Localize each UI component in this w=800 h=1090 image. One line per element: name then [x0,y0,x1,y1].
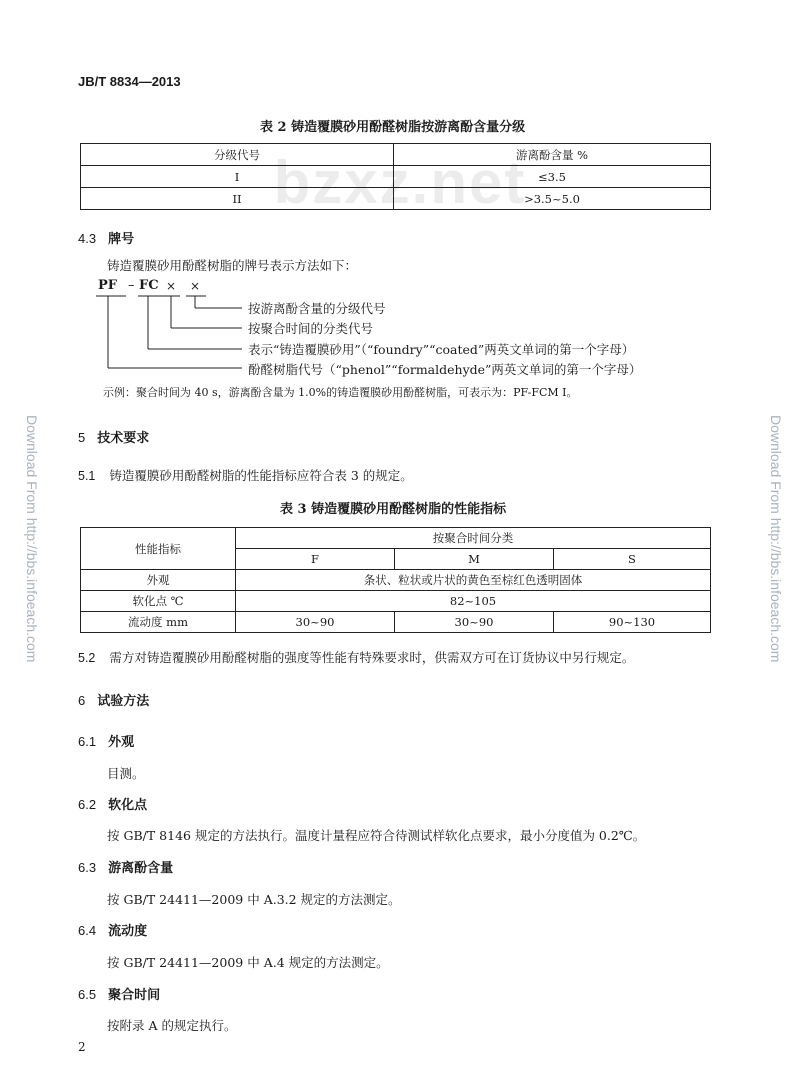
watermark: bzxz.net [273,149,527,216]
side-download-text-right: Download From http://bbs.infoeach.com [768,415,784,663]
section-4-3-heading [78,228,134,247]
section-text: 需方对铸造覆膜砂用酚醛树脂的强度等性能有特殊要求时，供需双方可在订货协议中另行规定。 [109,650,635,665]
section-6-5-text: 按附录 A 的规定执行。 [107,1018,237,1033]
section-number: 5.1 [78,469,96,483]
section-title: 牌号 [108,231,135,246]
code-label-class: 按聚合时间的分类代号 [248,321,374,336]
table-row [81,188,711,210]
code-part-dash: – [128,278,135,293]
section-title: 聚合时间 [108,987,161,1002]
table2-cell: I [81,166,394,188]
section-5-2 [78,648,634,666]
section-title: 软化点 [108,797,148,812]
section-6-4-text: 按 GB/T 24411—2009 中 A.4 规定的方法测定。 [107,955,389,970]
code-part-x2: × [190,279,201,293]
section-number: 6.2 [78,797,97,812]
table2-cell: >3.5~5.0 [394,188,711,210]
code-part-pf: PF [98,278,118,293]
table3-header-cell: 性能指标 [81,528,236,570]
table3-cell: 90~130 [554,612,711,633]
code-label-grade: 按游离酚含量的分级代号 [248,301,386,316]
section-title: 外观 [108,734,135,749]
table3-cell: 30~90 [395,612,554,633]
table3-header-group: 按聚合时间分类 [236,528,711,549]
table-row [81,570,711,591]
table3-caption: 表 3 铸造覆膜砂用酚醛树脂的性能指标 [280,502,507,517]
section-5-1 [78,466,413,484]
section-number: 6.5 [78,987,97,1002]
code-part-fc: FC [139,278,159,293]
code-part-x1: × [166,279,177,293]
side-download-text-left: Download From http://bbs.infoeach.com [24,415,40,663]
code-label-coated-sand: 表示“铸造覆膜砂用”（“foundry”“coated”两英文单词的第一个字母） [248,342,635,357]
section-6-2-text: 按 GB/T 8146 规定的方法执行。温度计量程应符合待测试样软化点要求，最小分度值为 0.2℃。 [107,828,646,843]
table3-class-cell: F [236,549,395,570]
table3-merged-cell: 条状、粒状或片状的黄色至棕红色透明固体 [236,570,711,591]
section-6-3-text: 按 GB/T 24411—2009 中 A.3.2 规定的方法测定。 [107,892,401,907]
brand-code-diagram [96,270,716,382]
table3-class-cell: M [395,549,554,570]
table3-merged-cell: 82~105 [236,591,711,612]
table2-cell: ≤3.5 [394,166,711,188]
section-6-3-heading [78,857,173,876]
table3-cell: 30~90 [236,612,395,633]
section-number: 4.3 [78,231,97,246]
standard-number: JB/T 8834—2013 [78,74,181,89]
table3-class-cell: S [554,549,711,570]
section-6-2-heading [78,794,147,813]
table2 [80,143,711,210]
table-row [81,166,711,188]
section-6-1-heading [78,731,134,750]
section-number: 6.3 [78,860,97,875]
table3-row-name: 外观 [81,570,236,591]
section-6-1-text: 目测。 [107,766,145,781]
section-6-4-heading [78,920,147,939]
section-title: 流动度 [108,923,148,938]
section-number: 5 [78,430,86,445]
table2-caption: 表 2 铸造覆膜砂用酚醛树脂按游离酚含量分级 [260,120,526,135]
code-label-phenolic-resin: 酚醛树脂代号（“phenol”“formaldehyde”两英文单词的第一个字母） [248,362,642,377]
page-number: 2 [78,1040,86,1054]
table3-row-name: 软化点 ℃ [81,591,236,612]
table2-header-row [81,144,711,166]
section-text: 铸造覆膜砂用酚醛树脂的性能指标应符合表 3 的规定。 [109,468,413,483]
section-4-3-intro: 铸造覆膜砂用酚醛树脂的牌号表示方法如下： [107,258,358,273]
section-number: 6.4 [78,923,97,938]
table2-cell: II [81,188,394,210]
section-6-heading [78,690,149,709]
section-title: 试验方法 [97,693,150,708]
section-5-heading [78,427,149,446]
table-row [81,591,711,612]
section-title: 游离酚含量 [108,860,174,875]
section-6-5-heading [78,984,160,1003]
table2-header-cell: 游离酚含量 % [394,144,711,166]
table2-header-cell: 分级代号 [81,144,394,166]
table3-header-row [81,528,711,549]
table-row [81,612,711,633]
section-number: 5.2 [78,651,96,665]
section-title: 技术要求 [97,430,150,445]
table3 [80,527,711,633]
section-number: 6.1 [78,734,97,749]
example-note: 示例：聚合时间为 40 s，游离酚含量为 1.0%的铸造覆膜砂用酚醛树脂，可表示为：PF-FCM I。 [103,386,578,399]
table3-row-name: 流动度 mm [81,612,236,633]
section-number: 6 [78,693,86,708]
